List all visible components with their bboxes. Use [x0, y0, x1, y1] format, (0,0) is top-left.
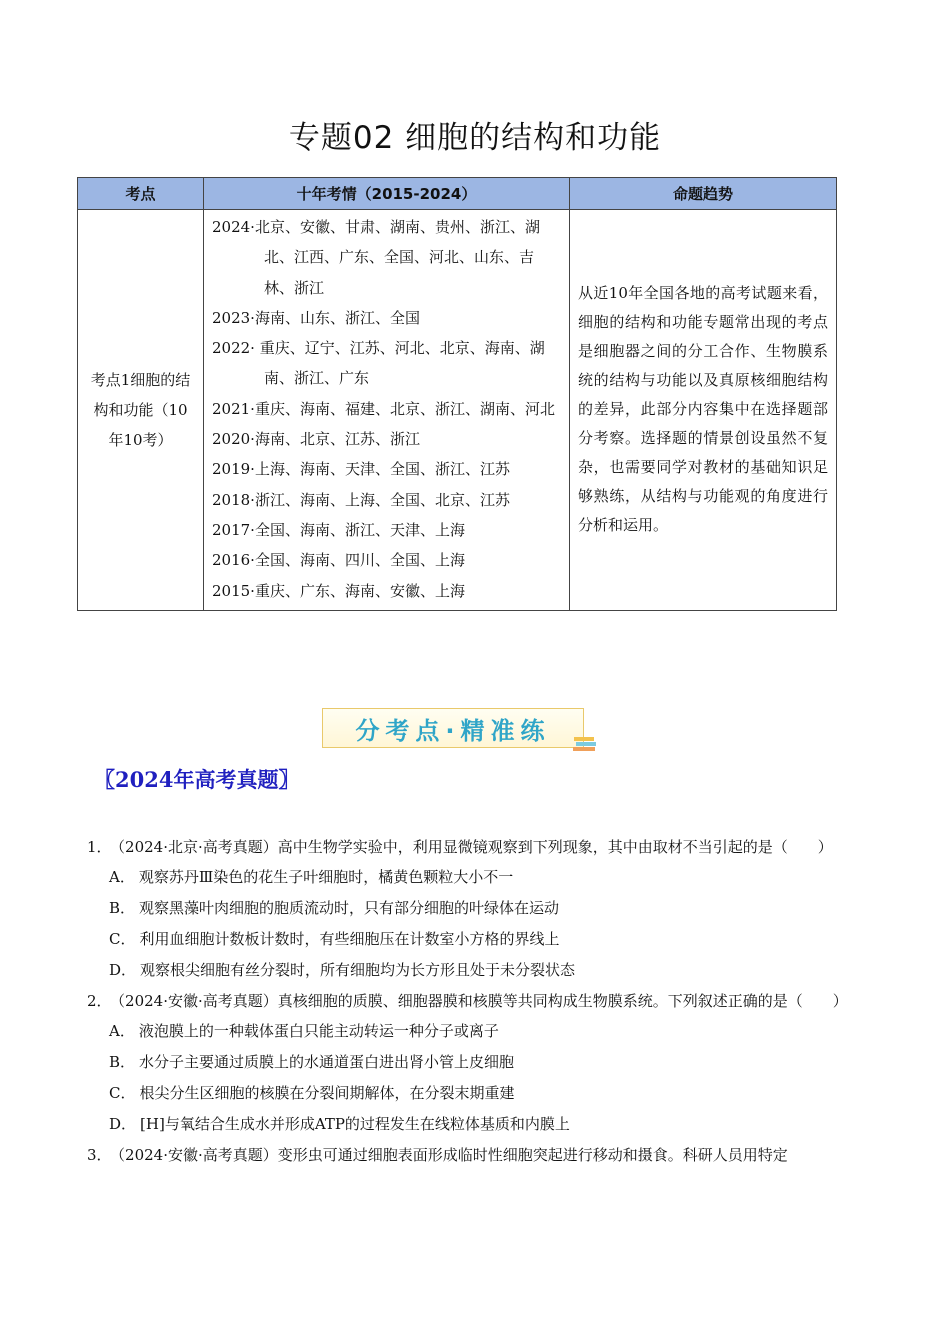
option-b[interactable] [87, 1047, 862, 1078]
option-text: 根尖分生区细胞的核膜在分裂间期解体，在分裂末期重建 [139, 1084, 515, 1102]
option-a[interactable] [87, 862, 862, 893]
option-text: 液泡膜上的一种载体蛋白只能主动转运一种分子或离子 [138, 1022, 499, 1040]
question-text: （2024·安徽·高考真题）真核细胞的质膜、细胞器膜和核膜等共同构成生物膜系统。下列叙述正确的是（ ） [117, 992, 848, 1010]
topic-cell: 考点1细胞的结构和功能（10年10考） [78, 210, 204, 611]
question-number: 3． [87, 1146, 112, 1164]
option-d[interactable] [87, 955, 862, 986]
option-text: 水分子主要通过质膜上的水通道蛋白进出肾小管上皮细胞 [139, 1053, 515, 1071]
year-line: 2023·海南、山东、浙江、全国 [212, 308, 420, 327]
question-1 [87, 832, 862, 986]
option-text: 观察黑藻叶肉细胞的胞质流动时，只有部分细胞的叶绿体在运动 [139, 899, 560, 917]
years-cell [204, 210, 570, 611]
option-b[interactable] [87, 893, 862, 924]
section-banner: 分考点·精准练 [322, 708, 584, 748]
option-letter: C． [109, 930, 136, 948]
year-line: 2024·北京、安徽、甘肃、湖南、贵州、浙江、湖北、江西、广东、全国、河北、山东、吉林、浙江 [212, 218, 540, 297]
year-line: 2022· 重庆、辽宁、江苏、河北、北京、海南、湖南、浙江、广东 [212, 339, 545, 388]
exam-topic-table [77, 177, 837, 611]
page-title: 专题02 细胞的结构和功能 [288, 120, 662, 156]
question-number: 2． [87, 992, 112, 1010]
header-ten-year: 十年考情（2015-2024） [204, 178, 570, 210]
option-letter: A． [109, 1022, 135, 1040]
question-text: （2024·北京·高考真题）高中生物学实验中，利用显微镜观察到下列现象，其中由取材不当引起的是（ ） [117, 838, 833, 856]
question-text: （2024·安徽·高考真题）变形虫可通过细胞表面形成临时性细胞突起进行移动和摄食。科研人员用特定 [117, 1146, 788, 1164]
question-stem [87, 1140, 862, 1170]
header-topic: 考点 [78, 178, 204, 210]
option-d[interactable] [87, 1109, 862, 1140]
year-line: 2018·浙江、海南、上海、全国、北京、江苏 [212, 490, 510, 509]
option-letter: A． [109, 868, 135, 886]
books-icon [572, 733, 600, 753]
year-line: 2020·海南、北京、江苏、浙江 [212, 430, 420, 449]
option-letter: D． [109, 1115, 137, 1133]
year-line: 2021·重庆、海南、福建、北京、浙江、湖南、河北 [212, 399, 555, 418]
option-text: 利用血细胞计数板计数时，有些细胞压在计数室小方格的界线上 [139, 930, 560, 948]
question-3 [87, 1140, 862, 1170]
option-letter: B． [109, 899, 136, 917]
table-header-row [78, 178, 837, 210]
question-number: 1． [87, 838, 112, 856]
section-heading: 〖2024年高考真题〗 [94, 767, 300, 792]
question-list [87, 832, 862, 1170]
option-letter: D． [109, 961, 137, 979]
question-stem [87, 832, 862, 862]
option-a[interactable] [87, 1016, 862, 1047]
option-letter: C． [109, 1084, 136, 1102]
option-c[interactable] [87, 1078, 862, 1109]
option-c[interactable] [87, 924, 862, 955]
year-line: 2016·全国、海南、四川、全国、上海 [212, 551, 465, 570]
question-2 [87, 986, 862, 1140]
question-stem [87, 986, 862, 1016]
option-text: 观察根尖细胞有丝分裂时，所有细胞均为长方形且处于未分裂状态 [140, 961, 576, 979]
option-letter: B． [109, 1053, 136, 1071]
year-line: 2017·全国、海南、浙江、天津、上海 [212, 520, 465, 539]
table-row [78, 210, 837, 611]
trend-cell: 从近10年全国各地的高考试题来看，细胞的结构和功能专题常出现的考点是细胞器之间的分工合作、生物膜系统的结构与功能以及真原核细胞结构的差异，此部分内容集中在选择题部分考察。选择题的情景创设虽然不复杂，也需要同学对教材的基础知识足够熟练，从结构与功能观的角度进行分析和运用。 [570, 210, 837, 611]
year-line: 2015·重庆、广东、海南、安徽、上海 [212, 581, 465, 600]
header-trend: 命题趋势 [570, 178, 837, 210]
year-line: 2019·上海、海南、天津、全国、浙江、江苏 [212, 460, 510, 479]
option-text: [H]与氧结合生成水并形成ATP的过程发生在线粒体基质和内膜上 [140, 1115, 570, 1133]
option-text: 观察苏丹Ⅲ染色的花生子叶细胞时，橘黄色颗粒大小不一 [138, 868, 514, 886]
